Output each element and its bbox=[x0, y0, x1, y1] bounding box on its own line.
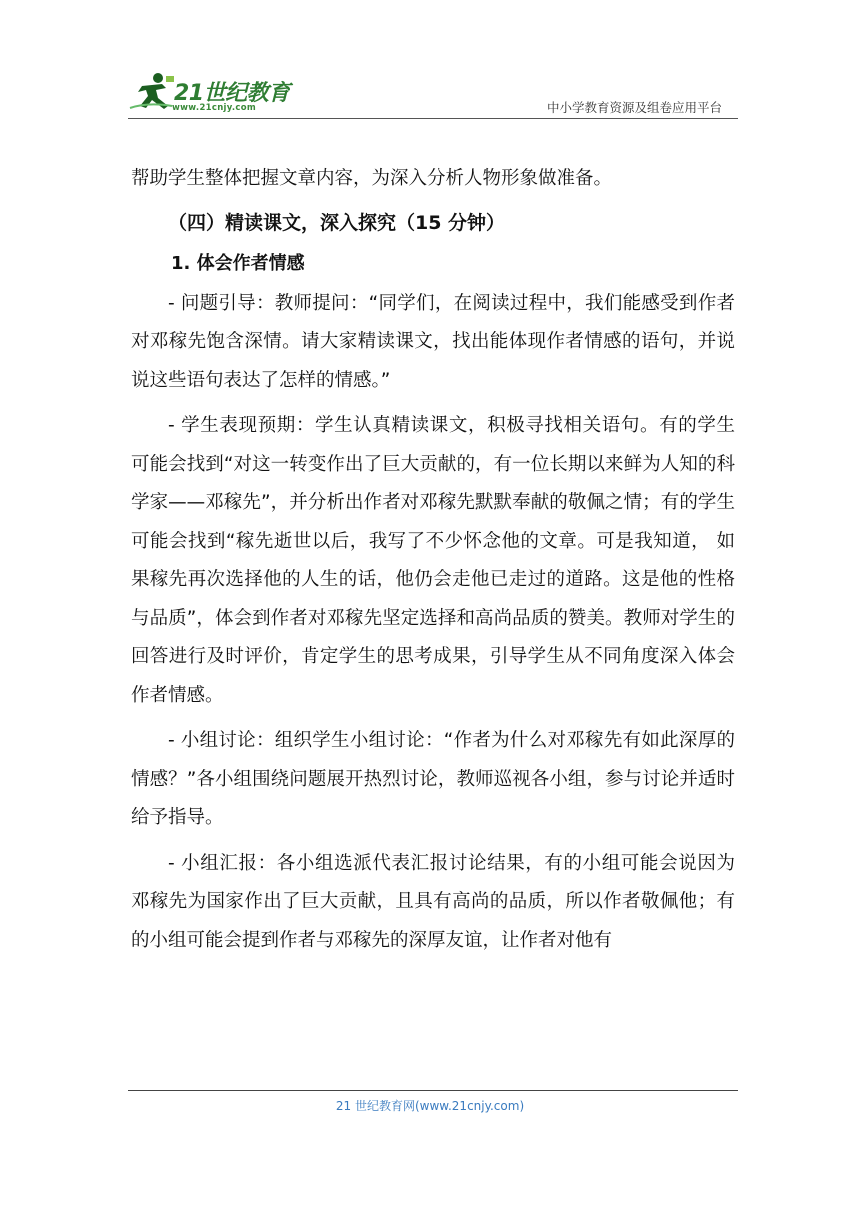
footer-link[interactable]: 21 世纪教育网(www.21cnjy.com) bbox=[335, 1099, 525, 1113]
section-heading: （四）精读课文，深入探究（15 分钟） bbox=[168, 211, 506, 234]
header-platform-text: 中小学教育资源及组卷应用平台 bbox=[546, 100, 722, 115]
paragraph-question-guide: - 问题引导：教师提问：“同学们，在阅读过程中，我们能感受到作者对邓稼先饱含深情。请大家精读课文，找出能体现作者情感的语句，并说说这些语句表达了怎样的情感。” bbox=[131, 292, 735, 391]
logo bbox=[128, 70, 298, 116]
paragraph-student-expectation: - 学生表现预期：学生认真精读课文，积极寻找相关语句。有的学生可能会找到“对这一转变作出了巨大贡献的，有一位长期以来鲜为人知的科学家——邓稼先”，并分析出作者对邓稼先默默奉献的敬佩之情；有的学生可能会找到“稼先逝世以后，我写了不少怀念他的文章。可是我知道， 如果稼先再次选择他的人生的话，他仍会走他已走过的道路。这是他的性格与品质”，体会到作者对邓稼先坚定选择和高尚品质的赞美。教师对学生的回答进行及时评价，肯定学生的思考成果，引导学生从不同角度深入体会作者情感。 bbox=[131, 415, 735, 706]
footer-divider bbox=[128, 1090, 738, 1091]
logo-url: www.21cnjy.com bbox=[172, 103, 256, 113]
paragraph-group-discussion: - 小组讨论：组织学生小组讨论：“作者为什么对邓稼先有如此深厚的情感？”各小组围绕问题展开热烈讨论，教师巡视各小组，参与讨论并适时给予指导。 bbox=[131, 730, 735, 828]
paragraph-intro: 帮助学生整体把握文章内容，为深入分析人物形象做准备。 bbox=[131, 168, 613, 189]
running-figure-logo-icon bbox=[128, 72, 176, 112]
header-divider bbox=[128, 118, 738, 119]
logo-text: 21世纪教育 bbox=[174, 81, 290, 106]
paragraph-group-report: - 小组汇报：各小组选派代表汇报讨论结果，有的小组可能会说因为邓稼先为国家作出了巨大贡献，且具有高尚的品质，所以作者敬佩他；有的小组可能会提到作者与邓稼先的深厚友谊，让作者对他有 bbox=[131, 852, 735, 951]
sub-heading: 1. 体会作者情感 bbox=[171, 252, 305, 274]
document-body bbox=[131, 160, 735, 960]
page-header bbox=[128, 70, 738, 116]
